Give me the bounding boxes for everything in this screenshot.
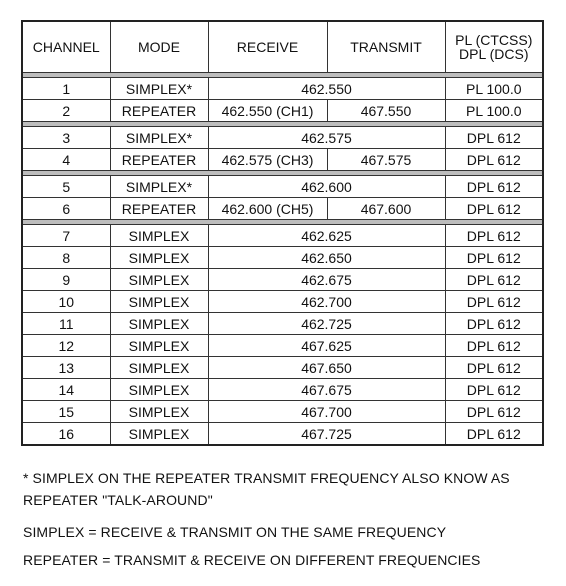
frequency-cell: 462.650 [208,247,445,269]
channel-cell: 5 [22,176,110,198]
tone-cell: DPL 612 [445,379,543,401]
mode-cell: SIMPLEX [110,335,208,357]
mode-cell: SIMPLEX [110,269,208,291]
tone-cell: DPL 612 [445,269,543,291]
tone-cell: DPL 612 [445,335,543,357]
table-row [22,100,543,122]
frequency-cell: 462.600 [208,176,445,198]
table-header-row [22,21,543,73]
note-talk-around: * SIMPLEX ON THE REPEATER TRANSMIT FREQUENCY ALSO KNOW AS REPEATER "TALK-AROUND" [23,470,510,508]
channel-cell: 8 [22,247,110,269]
receive-cell: 462.600 (CH5) [208,198,327,220]
header-tone-line2: DPL (DCS) [459,46,529,62]
channel-cell: 15 [22,401,110,423]
receive-cell: 462.550 (CH1) [208,100,327,122]
tone-cell: PL 100.0 [445,100,543,122]
tone-cell: DPL 612 [445,313,543,335]
header-transmit: TRANSMIT [327,21,445,73]
transmit-cell: 467.550 [327,100,445,122]
frequency-cell: 467.650 [208,357,445,379]
channel-cell: 7 [22,225,110,247]
table-row [22,198,543,220]
channel-cell: 6 [22,198,110,220]
tone-cell: DPL 612 [445,357,543,379]
mode-cell: SIMPLEX [110,247,208,269]
tone-cell: DPL 612 [445,176,543,198]
header-receive: RECEIVE [208,21,327,73]
mode-cell: REPEATER [110,198,208,220]
channel-table [21,20,544,446]
table-row [22,176,543,198]
mode-cell: SIMPLEX [110,313,208,335]
note-repeater-definition: REPEATER = TRANSMIT & RECEIVE ON DIFFERENT FREQUENCIES [23,552,481,568]
mode-cell: SIMPLEX* [110,176,208,198]
channel-cell: 13 [22,357,110,379]
frequency-cell: 462.550 [208,78,445,100]
table-row [22,78,543,100]
table-row [22,379,543,401]
channel-cell: 16 [22,423,110,446]
mode-cell: SIMPLEX [110,225,208,247]
mode-cell: SIMPLEX* [110,78,208,100]
mode-cell: REPEATER [110,100,208,122]
frequency-cell: 462.625 [208,225,445,247]
mode-cell: SIMPLEX [110,379,208,401]
mode-cell: SIMPLEX [110,357,208,379]
transmit-cell: 467.575 [327,149,445,171]
frequency-cell: 462.725 [208,313,445,335]
header-mode: MODE [110,21,208,73]
mode-cell: SIMPLEX [110,401,208,423]
frequency-cell: 467.725 [208,423,445,446]
channel-cell: 2 [22,100,110,122]
channel-cell: 11 [22,313,110,335]
mode-cell: REPEATER [110,149,208,171]
tone-cell: PL 100.0 [445,78,543,100]
header-channel: CHANNEL [22,21,110,73]
table-row [22,247,543,269]
tone-cell: DPL 612 [445,198,543,220]
table-row [22,423,543,446]
table-row [22,225,543,247]
frequency-cell: 467.625 [208,335,445,357]
table-row [22,269,543,291]
receive-cell: 462.575 (CH3) [208,149,327,171]
table-row [22,291,543,313]
tone-cell: DPL 612 [445,247,543,269]
tone-cell: DPL 612 [445,149,543,171]
channel-cell: 12 [22,335,110,357]
frequency-cell: 462.700 [208,291,445,313]
table-row [22,313,543,335]
channel-cell: 1 [22,78,110,100]
table-body [22,73,543,446]
channel-cell: 9 [22,269,110,291]
tone-cell: DPL 612 [445,225,543,247]
header-tone-line1: PL (CTCSS) [455,32,533,48]
mode-cell: SIMPLEX* [110,127,208,149]
frequency-cell: 462.675 [208,269,445,291]
tone-cell: DPL 612 [445,127,543,149]
table-row [22,335,543,357]
channel-cell: 3 [22,127,110,149]
transmit-cell: 467.600 [327,198,445,220]
channel-cell: 14 [22,379,110,401]
table-row [22,127,543,149]
channel-cell: 10 [22,291,110,313]
tone-cell: DPL 612 [445,401,543,423]
table-row [22,401,543,423]
frequency-cell: 467.675 [208,379,445,401]
channel-cell: 4 [22,149,110,171]
tone-cell: DPL 612 [445,423,543,446]
note-simplex-definition: SIMPLEX = RECEIVE & TRANSMIT ON THE SAME FREQUENCY [23,524,447,540]
header-tone [445,21,543,73]
frequency-cell: 462.575 [208,127,445,149]
table-row [22,149,543,171]
table-row [22,357,543,379]
mode-cell: SIMPLEX [110,291,208,313]
tone-cell: DPL 612 [445,291,543,313]
mode-cell: SIMPLEX [110,423,208,446]
frequency-cell: 467.700 [208,401,445,423]
